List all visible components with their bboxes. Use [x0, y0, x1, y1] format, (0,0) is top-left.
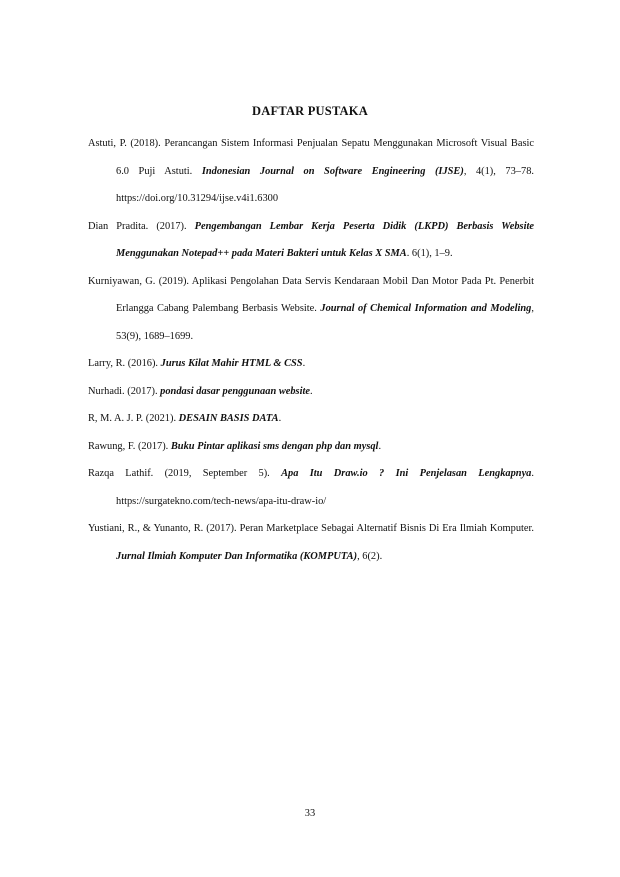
reference-text: Larry, R. (2016). [88, 358, 161, 369]
reference-entry [88, 378, 534, 406]
reference-entry [88, 433, 534, 461]
reference-details: . [278, 413, 282, 424]
reference-text: Yustiani, R., & Yunanto, R. (2017). Peran Marketplace Sebagai Alternatif Bisnis Di Era Ilmiah Komputer. [88, 523, 534, 534]
page-title: DAFTAR PUSTAKA [252, 104, 368, 118]
reference-text: Nurhadi. (2017). [88, 385, 161, 397]
reference-details: . 6(1), 1–9. [406, 248, 453, 259]
reference-text: Razqa Lathif. (2019, September 5). [88, 468, 282, 479]
reference-source-title: DESAIN BASIS DATA [178, 413, 279, 424]
reference-details: . [309, 385, 313, 397]
reference-text: Rawung, F. (2017). [88, 440, 171, 452]
reference-entry [88, 405, 534, 433]
reference-entry [88, 350, 534, 378]
reference-list [88, 130, 534, 570]
reference-source-title: Buku Pintar aplikasi sms dengan php dan mysql [170, 440, 379, 452]
reference-source-title: Apa Itu Draw.io ? Ini Penjelasan Lengkapnya [281, 468, 532, 479]
reference-entry [88, 460, 534, 515]
reference-details: , 4(1), 73–78. https://doi.org/10.31294/ijse.v4i1.6300 [116, 165, 534, 204]
reference-source-title: Jurus Kilat Mahir HTML & CSS [160, 358, 303, 369]
reference-entry [88, 130, 534, 213]
reference-details: . [378, 440, 382, 452]
page-number: 33 [304, 808, 316, 819]
reference-entry [88, 515, 534, 570]
reference-text: Astuti, P. (2018). Perancangan Sistem Informasi Penjualan Sepatu Menggunakan Microsoft Visual Basic 6.0 Puji Astuti. [88, 138, 534, 177]
reference-details: . [302, 358, 306, 369]
reference-details: . https://surgatekno.com/tech-news/apa-itu-draw-io/ [116, 468, 534, 507]
reference-source-title: Jurnal Ilmiah Komputer Dan Informatika (KOMPUTA) [116, 550, 358, 562]
reference-details: , 6(2). [357, 550, 383, 562]
reference-details: , 53(9), 1689–1699. [116, 303, 534, 342]
reference-text: Dian Pradita. (2017). [88, 220, 195, 232]
reference-source-title: Indonesian Journal on Software Engineering (IJSE) [201, 165, 464, 177]
reference-source-title: Pengembangan Lembar Kerja Peserta Didik (LKPD) Berbasis Website Menggunakan Notepad++ pada Materi Bakteri untuk Kelas X SMA [116, 220, 534, 259]
reference-text: R, M. A. J. P. (2021). [88, 413, 179, 424]
reference-entry [88, 268, 534, 351]
reference-source-title: Journal of Chemical Information and Modeling [320, 303, 532, 314]
reference-entry [88, 213, 534, 268]
reference-source-title: pondasi dasar penggunaan website [160, 385, 310, 397]
reference-text: Kurniyawan, G. (2019). Aplikasi Pengolahan Data Servis Kendaraan Mobil Dan Motor Pada Pt. Penerbit Erlangga Cabang Palembang Berbasis Website. [88, 275, 534, 314]
